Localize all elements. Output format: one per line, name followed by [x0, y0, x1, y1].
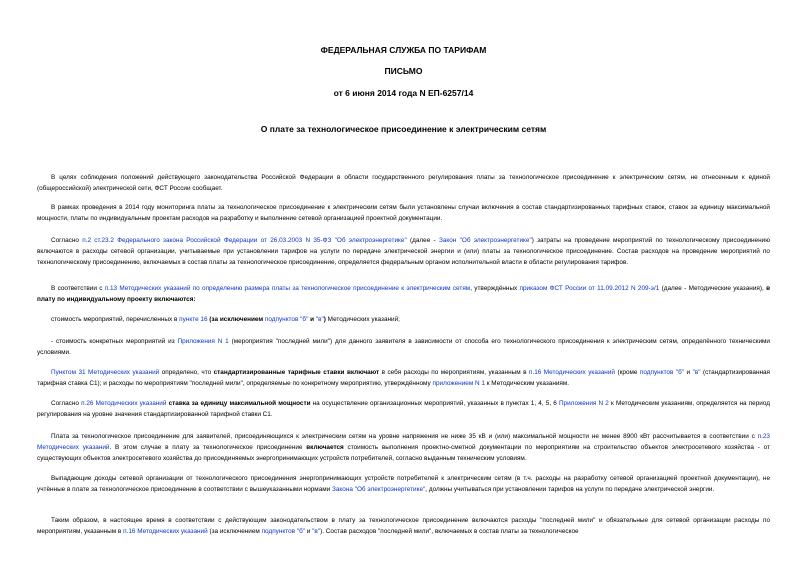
point-23-link[interactable]: п.23 Методических указаний [37, 433, 770, 451]
point-31-link[interactable]: Пунктом 31 Методических указаний [51, 369, 160, 376]
text: Плата за технологическое присоединение для заявителей, присоединяющихся к электрическим сетям на уровне напряжения не ниже 35 кВ и (или) максимальной мощности не менее 8900 кВт рассчитывается в соответствии с [51, 433, 758, 440]
paragraph-5 [37, 314, 770, 325]
text: ) затраты на проведение мероприятий по технологическому присоединению включаются в расходы сетевой организации, учитываемые при установлении тарифов на услуги по передаче электрической энергии и (или) платы за технологическое присоединение. Состав расходов на проведение мероприятий по технологическому присоединению, включаемых в состав платы за технологическое присоединение, определяется федеральным органом исполнительной власти в области регулирования тарифов. [37, 237, 771, 266]
text: в себя расходы по мероприятиям, указанным в [379, 369, 529, 376]
text: и [305, 528, 313, 535]
document-type-heading: ПИСЬМО [384, 66, 423, 76]
subpoints-b-link[interactable]: подпунктов "б" [264, 316, 309, 323]
text: . В этом случае в плату за технологическое присоединение [109, 444, 307, 451]
text: (мероприятия "последней мили") для данного заявителя в зависимости от способа его технологического присоединения к электрическим сетям, определённого техническими условиями. [37, 338, 770, 356]
text: (далее - Методические указания), [659, 285, 767, 292]
text: В рамках проведения в 2014 году мониторинга платы за технологическое присоединение к электрическим сетям были установлены случаи включения в состав стандартизированных тарифных ставок, ставок за единицу максимальной мощности, платы по индивидуальным проектам расходов на разработку и выполнение сетевой организацией проектной документации. [37, 204, 770, 222]
text: ). Состав расходов "последней мили", включаемых в состав платы за технологическое [320, 528, 579, 535]
appendix-1-link[interactable]: приложением N 1 [432, 380, 485, 387]
text: стоимость выполнения проектно-сметной документации по мероприятиям на строительство объектов электросетевого хозяйства - от существующих объектов электросетевого хозяйства до присоединяемых энергопринимающих устройств потребителей, согласно выданным техническим условиям. [37, 444, 770, 462]
paragraph-4 [37, 283, 770, 305]
paragraph-9 [37, 431, 770, 464]
text: В целях соблюдения положений действующего законодательства Российской Федерации в области государственного регулирования платы за технологическое присоединение к электрическим сетям, не отнесенным к единой (общероссийской) электрической сети, ФСТ России сообщает. [37, 174, 770, 192]
paragraph-1 [37, 172, 770, 194]
text: Согласно [51, 400, 82, 407]
subpoint-v-link[interactable]: "в" [692, 369, 701, 376]
text: (стандартизированная тарифная ставка С1); и расходы по мероприятиям "последней мили", определяемые по конкретному мероприятию, утверждённому [37, 369, 771, 387]
bold-text: (за исключением [207, 316, 265, 323]
bold-text: стандартизированные тарифные ставки включают [213, 369, 380, 376]
agency-heading: ФЕДЕРАЛЬНАЯ СЛУЖБА ПО ТАРИФАМ [320, 45, 487, 55]
subpoints-b-link[interactable]: подпунктов "б" [261, 528, 306, 535]
law-article-link[interactable]: п.2 ст.23.2 Федерального закона Российской Федерации от 26.03.2003 N 35-ФЗ "Об электроэнергетике" [82, 237, 407, 244]
bold-text: ) [323, 316, 326, 323]
text: Согласно [51, 237, 83, 244]
paragraph-8 [37, 398, 770, 420]
bold-text: ставка за единицу максимальной мощности [166, 400, 311, 407]
appendix-2-link[interactable]: Приложения N 2 [558, 400, 609, 407]
text: , должны учитываться при установлении тарифов на услуги по передаче электрической энергии. [425, 486, 715, 493]
paragraph-7 [37, 367, 770, 389]
text: Выпадающие доходы сетевой организации от технологического присоединения энергопринимающих устройств потребителей к электрическим сетям (в т.ч. расходы на разработку сетевой организацией проектной документации), не учтённые в плате за технологическое присоединение в соответствии с вышеуказанными нормами [37, 475, 770, 493]
bold-text: включается [306, 444, 344, 451]
text: В соответствии с [51, 285, 105, 292]
subpoint-v-link[interactable]: "в" [312, 528, 321, 535]
order-link[interactable]: приказом ФСТ России от 11.09.2012 N 209-э/1 [519, 285, 660, 292]
paragraph-2 [37, 202, 770, 224]
text: , утверждённых [470, 285, 520, 292]
text: - стоимость конкретных мероприятий из [51, 338, 178, 345]
text: стоимость мероприятий, перечисленных в [51, 316, 180, 323]
text: (за исключением [207, 528, 262, 535]
text: к Методическим указаниям, определяется на период регулирования на уровне значения стандартизированной тарифной ставки С1. [37, 400, 770, 418]
point-16-link[interactable]: пункте 16 [179, 316, 208, 323]
paragraph-11 [37, 515, 770, 537]
subpoints-b-link[interactable]: подпунктов "б" [639, 369, 685, 376]
point-16-link[interactable]: п.16 Методических указаний [528, 369, 615, 376]
text: к Методическим указаниям. [484, 380, 570, 387]
guidelines-p13-link[interactable]: п.13 Методических указаний по определению размера платы за технологическое присоединение к электрическим сетям [104, 285, 471, 292]
point-16-link[interactable]: п.16 Методических указаний [123, 528, 208, 535]
document-title: О плате за технологическое присоединение к электрическим сетям [260, 124, 547, 134]
paragraph-3 [37, 235, 770, 268]
text: определено, что [159, 369, 214, 376]
paragraph-6 [37, 336, 770, 358]
text: на осуществление организационных мероприятий, указанных в пунктах 1, 4, 5, 6 [310, 400, 559, 407]
bold-text: в плату по индивидуальному проекту включаются: [37, 285, 770, 303]
law-link[interactable]: Закон "Об электроэнергетике" [438, 237, 532, 244]
text: (кроме [614, 369, 640, 376]
point-26-link[interactable]: п.26 Методических указаний [81, 400, 167, 407]
text: (далее - [406, 237, 439, 244]
subpoint-v-link[interactable]: "в" [315, 316, 324, 323]
text: и [684, 369, 693, 376]
appendix-1-link[interactable]: Приложения N 1 [177, 338, 229, 345]
bold-text: и [308, 316, 316, 323]
paragraph-10 [37, 473, 770, 495]
document-date-number: от 6 июня 2014 года N ЕП-6257/14 [333, 88, 474, 98]
text: Таким образом, в настоящее время в соответствии с действующим законодательством в плату за технологическое присоединение включаются расходы "последней мили" и обязательные для сетевой организации расходы по мероприятиям, указанным в [37, 517, 770, 535]
law-link[interactable]: Закона "Об электроэнергетике" [332, 486, 426, 493]
text: Методических указаний; [325, 316, 400, 323]
